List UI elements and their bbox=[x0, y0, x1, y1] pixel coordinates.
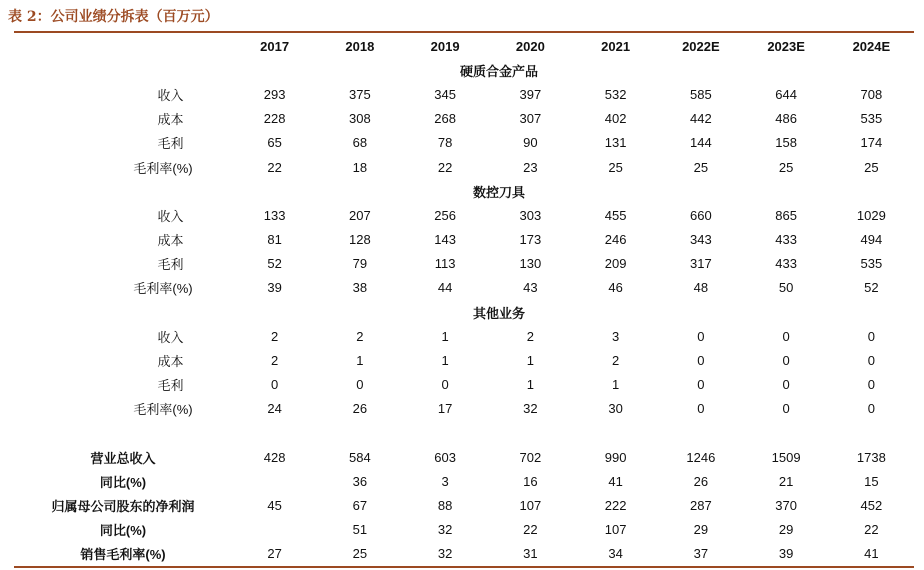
value-cell: 293 bbox=[263, 86, 286, 102]
table-row bbox=[14, 373, 914, 397]
value-cell: 1 bbox=[612, 377, 620, 393]
row-label: 营业总收入 bbox=[90, 450, 156, 466]
value-cell: 0 bbox=[782, 353, 790, 369]
value-cell: 68 bbox=[352, 135, 368, 151]
value-cell: 3 bbox=[441, 473, 449, 489]
summary-row bbox=[14, 518, 914, 542]
row-label: 收入 bbox=[157, 208, 184, 224]
value-cell: 343 bbox=[690, 232, 712, 248]
value-cell: 535 bbox=[860, 111, 883, 127]
value-cell: 2 bbox=[526, 328, 534, 344]
value-cell: 25 bbox=[608, 159, 623, 175]
value-cell: 1246 bbox=[686, 449, 716, 465]
value-cell: 0 bbox=[782, 377, 790, 393]
value-cell: 428 bbox=[263, 449, 286, 465]
row-label: 收入 bbox=[157, 87, 184, 103]
value-cell: 2 bbox=[356, 328, 364, 344]
value-cell: 32 bbox=[437, 546, 453, 562]
value-cell: 25 bbox=[352, 546, 368, 562]
table-row bbox=[14, 203, 914, 227]
table-row bbox=[14, 107, 914, 131]
value-cell: 1 bbox=[356, 353, 364, 369]
value-cell: 173 bbox=[519, 232, 542, 248]
value-cell: 48 bbox=[693, 280, 709, 296]
value-cell: 1 bbox=[441, 353, 449, 369]
table-row bbox=[14, 155, 914, 179]
value-cell: 486 bbox=[775, 111, 797, 127]
value-cell: 25 bbox=[693, 159, 709, 175]
year-header: 2017 bbox=[260, 38, 290, 54]
value-cell: 0 bbox=[697, 377, 705, 393]
value-cell: 246 bbox=[604, 232, 627, 248]
value-cell: 209 bbox=[604, 256, 627, 272]
bottom-rule bbox=[14, 566, 914, 568]
value-cell: 107 bbox=[519, 497, 542, 513]
value-cell: 0 bbox=[867, 328, 875, 344]
value-cell: 39 bbox=[778, 546, 794, 562]
value-cell: 23 bbox=[523, 159, 538, 175]
value-cell: 228 bbox=[263, 111, 286, 127]
value-cell: 0 bbox=[441, 377, 449, 393]
value-cell: 494 bbox=[860, 232, 883, 248]
financial-breakdown-table bbox=[14, 34, 914, 566]
value-cell: 433 bbox=[775, 256, 797, 272]
top-rule bbox=[14, 31, 914, 33]
value-cell: 0 bbox=[697, 328, 705, 344]
row-label: 同比(%) bbox=[99, 523, 147, 539]
value-cell: 207 bbox=[349, 207, 371, 223]
value-cell: 130 bbox=[519, 256, 542, 272]
table-row bbox=[14, 228, 914, 252]
table-body bbox=[14, 58, 914, 566]
year-header: 2022E bbox=[682, 38, 720, 54]
value-cell: 370 bbox=[775, 497, 797, 513]
table-row bbox=[14, 324, 914, 348]
value-cell: 128 bbox=[349, 232, 371, 248]
value-cell: 585 bbox=[690, 86, 712, 102]
value-cell: 17 bbox=[437, 401, 453, 417]
value-cell: 51 bbox=[352, 522, 368, 538]
year-header: 2023E bbox=[767, 38, 805, 54]
year-header: 2019 bbox=[430, 38, 460, 54]
value-cell: 32 bbox=[437, 522, 453, 538]
row-label: 成本 bbox=[157, 112, 184, 128]
header-label-cell bbox=[14, 34, 232, 58]
value-cell: 287 bbox=[690, 497, 712, 513]
value-cell: 26 bbox=[693, 473, 709, 489]
value-cell: 1 bbox=[441, 328, 449, 344]
value-cell: 1738 bbox=[856, 449, 886, 465]
row-label: 毛利率(%) bbox=[133, 402, 193, 418]
value-cell: 38 bbox=[352, 280, 368, 296]
value-cell: 67 bbox=[352, 497, 368, 513]
value-cell bbox=[232, 518, 317, 542]
value-cell: 30 bbox=[608, 401, 623, 417]
summary-row bbox=[14, 469, 914, 493]
year-header: 2024E bbox=[852, 38, 891, 54]
value-cell: 345 bbox=[434, 86, 456, 102]
value-cell: 22 bbox=[267, 159, 282, 175]
value-cell: 268 bbox=[434, 111, 456, 127]
value-cell: 37 bbox=[693, 546, 709, 562]
value-cell: 79 bbox=[352, 256, 368, 272]
summary-row bbox=[14, 445, 914, 469]
value-cell: 16 bbox=[523, 473, 538, 489]
value-cell: 584 bbox=[349, 449, 371, 465]
value-cell: 50 bbox=[778, 280, 794, 296]
value-cell: 65 bbox=[267, 135, 282, 151]
value-cell: 990 bbox=[604, 449, 627, 465]
value-cell: 644 bbox=[775, 86, 797, 102]
table-row bbox=[14, 131, 914, 155]
value-cell: 144 bbox=[690, 135, 712, 151]
value-cell: 3 bbox=[612, 328, 620, 344]
value-cell: 865 bbox=[775, 207, 797, 223]
value-cell: 88 bbox=[437, 497, 453, 513]
value-cell: 133 bbox=[263, 207, 286, 223]
value-cell: 0 bbox=[697, 353, 705, 369]
value-cell: 90 bbox=[523, 135, 538, 151]
section-title-row bbox=[14, 300, 914, 324]
value-cell: 222 bbox=[604, 497, 627, 513]
row-label: 成本 bbox=[157, 354, 184, 370]
value-cell: 22 bbox=[523, 522, 538, 538]
value-cell: 0 bbox=[697, 401, 705, 417]
value-cell: 433 bbox=[775, 232, 797, 248]
row-label: 毛利 bbox=[157, 378, 184, 394]
spacer-cell bbox=[14, 421, 914, 445]
value-cell: 256 bbox=[434, 207, 456, 223]
value-cell: 1029 bbox=[856, 207, 886, 223]
table-header bbox=[14, 34, 914, 58]
value-cell: 0 bbox=[271, 377, 279, 393]
section-title-row bbox=[14, 58, 914, 82]
value-cell: 603 bbox=[434, 449, 456, 465]
table-row bbox=[14, 252, 914, 276]
value-cell bbox=[232, 469, 317, 493]
value-cell: 402 bbox=[604, 111, 627, 127]
value-cell: 303 bbox=[519, 207, 542, 223]
value-cell: 34 bbox=[608, 546, 623, 562]
value-cell: 535 bbox=[860, 256, 883, 272]
value-cell: 317 bbox=[690, 256, 712, 272]
value-cell: 18 bbox=[352, 159, 368, 175]
value-cell: 25 bbox=[864, 159, 879, 175]
value-cell: 158 bbox=[775, 135, 797, 151]
table-row bbox=[14, 397, 914, 421]
value-cell: 0 bbox=[867, 377, 875, 393]
value-cell: 308 bbox=[349, 111, 371, 127]
value-cell: 29 bbox=[693, 522, 709, 538]
value-cell: 455 bbox=[604, 207, 627, 223]
header-row bbox=[14, 34, 914, 58]
value-cell: 397 bbox=[519, 86, 542, 102]
value-cell: 52 bbox=[864, 280, 879, 296]
value-cell: 2 bbox=[612, 353, 620, 369]
value-cell: 27 bbox=[267, 546, 282, 562]
value-cell: 1 bbox=[526, 353, 534, 369]
spacer-row bbox=[14, 421, 914, 445]
year-header: 2020 bbox=[515, 38, 545, 54]
row-label: 收入 bbox=[157, 329, 184, 345]
table-caption: 表 2：公司业绩分拆表（百万元） bbox=[8, 9, 219, 25]
value-cell: 0 bbox=[356, 377, 364, 393]
value-cell: 43 bbox=[523, 280, 538, 296]
row-label: 毛利率(%) bbox=[133, 281, 193, 297]
value-cell: 307 bbox=[519, 111, 542, 127]
value-cell: 32 bbox=[523, 401, 538, 417]
value-cell: 24 bbox=[267, 401, 282, 417]
value-cell: 0 bbox=[867, 353, 875, 369]
row-label: 硬质合金产品 bbox=[459, 64, 538, 80]
value-cell: 143 bbox=[434, 232, 456, 248]
value-cell: 15 bbox=[864, 473, 879, 489]
value-cell: 44 bbox=[437, 280, 453, 296]
value-cell: 41 bbox=[608, 473, 623, 489]
value-cell: 21 bbox=[778, 473, 794, 489]
value-cell: 45 bbox=[267, 497, 282, 513]
value-cell: 1 bbox=[526, 377, 534, 393]
value-cell: 0 bbox=[782, 401, 790, 417]
value-cell: 708 bbox=[860, 86, 883, 102]
value-cell: 532 bbox=[604, 86, 627, 102]
value-cell: 22 bbox=[864, 522, 879, 538]
value-cell: 0 bbox=[867, 401, 875, 417]
table-row bbox=[14, 348, 914, 372]
value-cell: 452 bbox=[860, 497, 883, 513]
summary-row bbox=[14, 493, 914, 517]
value-cell: 52 bbox=[267, 256, 282, 272]
section-title-row bbox=[14, 179, 914, 203]
row-label: 毛利 bbox=[157, 257, 184, 273]
value-cell: 174 bbox=[860, 135, 883, 151]
value-cell: 702 bbox=[519, 449, 542, 465]
row-label: 毛利率(%) bbox=[133, 160, 193, 176]
table-row bbox=[14, 276, 914, 300]
value-cell: 0 bbox=[782, 328, 790, 344]
value-cell: 113 bbox=[434, 256, 456, 272]
value-cell: 131 bbox=[604, 135, 627, 151]
row-label: 毛利 bbox=[157, 136, 184, 152]
value-cell: 26 bbox=[352, 401, 368, 417]
value-cell: 375 bbox=[349, 86, 371, 102]
value-cell: 29 bbox=[778, 522, 794, 538]
value-cell: 660 bbox=[690, 207, 712, 223]
value-cell: 41 bbox=[864, 546, 879, 562]
row-label: 成本 bbox=[157, 233, 184, 249]
row-label: 同比(%) bbox=[99, 474, 147, 490]
value-cell: 31 bbox=[523, 546, 538, 562]
value-cell: 442 bbox=[690, 111, 712, 127]
value-cell: 25 bbox=[778, 159, 794, 175]
value-cell: 36 bbox=[352, 473, 368, 489]
value-cell: 46 bbox=[608, 280, 623, 296]
value-cell: 39 bbox=[267, 280, 282, 296]
value-cell: 2 bbox=[271, 328, 279, 344]
value-cell: 78 bbox=[437, 135, 453, 151]
summary-row bbox=[14, 542, 914, 566]
year-header: 2021 bbox=[601, 38, 631, 54]
value-cell: 81 bbox=[267, 232, 282, 248]
row-label: 销售毛利率(%) bbox=[80, 547, 166, 563]
row-label: 其他业务 bbox=[472, 306, 525, 322]
row-label: 数控刀具 bbox=[472, 185, 525, 201]
value-cell: 22 bbox=[437, 159, 453, 175]
value-cell: 107 bbox=[604, 522, 627, 538]
table-row bbox=[14, 82, 914, 106]
year-header: 2018 bbox=[345, 38, 375, 54]
value-cell: 1509 bbox=[771, 449, 801, 465]
value-cell: 2 bbox=[271, 353, 279, 369]
row-label: 归属母公司股东的净利润 bbox=[51, 498, 195, 514]
